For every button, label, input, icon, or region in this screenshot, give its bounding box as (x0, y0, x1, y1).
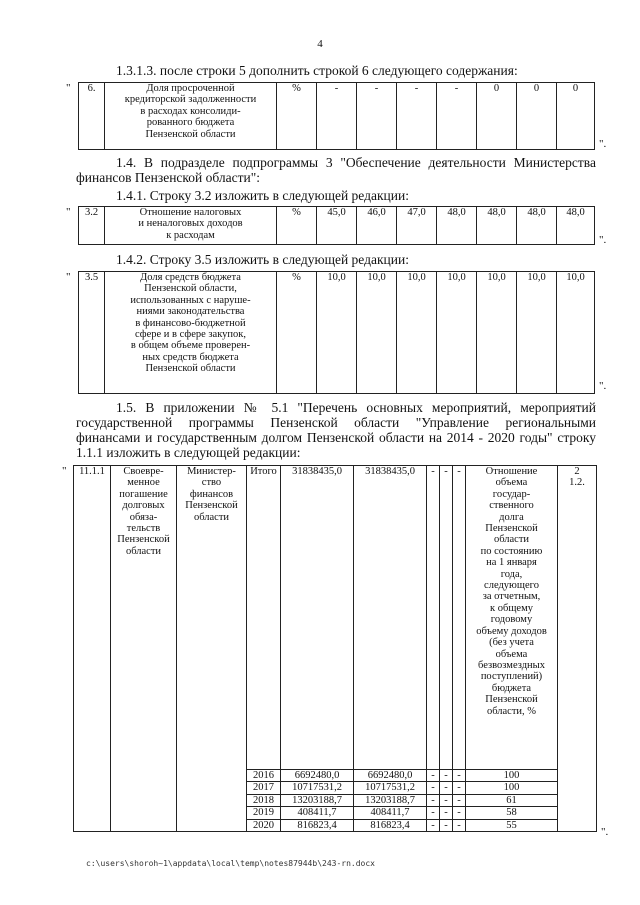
cell-executor: Министер- ство финансов Пензенской области (177, 466, 247, 832)
cell-indicator-value: 58 (466, 807, 558, 819)
cell-value: 0 (477, 83, 517, 150)
cell-year: 2018 (247, 794, 281, 806)
cell-indicator-value: 100 (466, 782, 558, 794)
cell-indicator-value: 100 (466, 770, 558, 782)
cell-num: 6. (79, 83, 105, 150)
cell-value: 10,0 (357, 272, 397, 394)
cell-name: Доля просроченной кредиторской задолженности в расходах консолиди- рованного бюджета Пензенской области (105, 83, 277, 150)
cell-value: - (397, 83, 437, 150)
paragraph-1-4: 1.4. В подразделе подпрограммы 3 "Обеспечение деятельности Министерства финансов Пензенской области": (76, 155, 596, 185)
cell-dash: - (453, 466, 466, 770)
cell-dash: - (427, 794, 440, 806)
cell-dash: - (440, 807, 453, 819)
cell-indicator: Отношение объема государ- ственного долга Пензенской области по состоянию на 1 января года, следующего за отчетным, к общему годовому объему доходов (без учета объема безвозмездных поступлений) бюджета Пензенской области, % (466, 466, 558, 770)
table2-close-quote: ". (599, 234, 607, 246)
cell-indicator-value: 55 (466, 819, 558, 831)
cell-value: 48,0 (477, 207, 517, 245)
table3-open-quote: " (66, 271, 71, 283)
cell-regional: 10717531,2 (354, 782, 427, 794)
cell-dash: - (453, 770, 466, 782)
table-row-11-1-1 (73, 465, 597, 832)
cell-dash: - (427, 819, 440, 831)
table3-close-quote: ". (599, 380, 607, 392)
cell-dash: - (427, 466, 440, 770)
cell-total: 816823,4 (281, 819, 354, 831)
cell-dash: - (453, 782, 466, 794)
cell-total: 31838435,0 (281, 466, 354, 770)
cell-activity-name: Своевре- менное погашение долговых обяза- тельств Пензенской области (111, 466, 177, 832)
cell-period: Итого (247, 466, 281, 770)
cell-value: 10,0 (517, 272, 557, 394)
paragraph-1-4-1: 1.4.1. Строку 3.2 изложить в следующей редакции: (116, 188, 409, 203)
cell-regional: 6692480,0 (354, 770, 427, 782)
cell-year: 2017 (247, 782, 281, 794)
cell-unit: % (277, 207, 317, 245)
cell-total: 408411,7 (281, 807, 354, 819)
cell-total: 13203188,7 (281, 794, 354, 806)
cell-dash: - (427, 807, 440, 819)
cell-link: 2 1.2. (558, 466, 597, 832)
cell-dash: - (427, 782, 440, 794)
table2-open-quote: " (66, 206, 71, 218)
cell-value: 48,0 (517, 207, 557, 245)
cell-regional: 13203188,7 (354, 794, 427, 806)
cell-value: - (357, 83, 397, 150)
cell-value: 10,0 (437, 272, 477, 394)
cell-dash: - (440, 794, 453, 806)
cell-regional: 408411,7 (354, 807, 427, 819)
cell-num: 3.5 (79, 272, 105, 394)
table4-close-quote: ". (601, 826, 609, 838)
cell-value: - (317, 83, 357, 150)
cell-total: 10717531,2 (281, 782, 354, 794)
cell-year: 2020 (247, 819, 281, 831)
paragraph-1-4-2: 1.4.2. Строку 3.5 изложить в следующей редакции: (116, 252, 409, 267)
cell-year: 2019 (247, 807, 281, 819)
cell-value: 47,0 (397, 207, 437, 245)
cell-dash: - (427, 770, 440, 782)
table-row-6 (78, 82, 595, 150)
cell-unit: % (277, 83, 317, 150)
cell-unit: % (277, 272, 317, 394)
cell-dash: - (453, 819, 466, 831)
cell-code: 11.1.1 (74, 466, 111, 832)
cell-value: 10,0 (397, 272, 437, 394)
cell-dash: - (440, 466, 453, 770)
cell-value: 0 (557, 83, 595, 150)
cell-dash: - (453, 794, 466, 806)
cell-dash: - (453, 807, 466, 819)
footer-file-path: c:\users\shoroh~1\appdata\local\temp\notes87944b\243-rn.docx (86, 859, 375, 868)
cell-indicator-value: 61 (466, 794, 558, 806)
cell-value: 10,0 (557, 272, 595, 394)
table-row-3-5 (78, 271, 595, 394)
table4-open-quote: " (62, 465, 67, 477)
table-row-3-2 (78, 206, 595, 245)
cell-value: 0 (517, 83, 557, 150)
cell-value: 48,0 (557, 207, 595, 245)
cell-num: 3.2 (79, 207, 105, 245)
paragraph-1-3-1-3: 1.3.1.3. после строки 5 дополнить строкой 6 следующего содержания: (116, 63, 518, 78)
table1-close-quote: ". (599, 138, 607, 150)
cell-value: 10,0 (317, 272, 357, 394)
page-number: 4 (317, 38, 323, 50)
cell-dash: - (440, 819, 453, 831)
cell-value: 48,0 (437, 207, 477, 245)
table1-open-quote: " (66, 82, 71, 94)
cell-year: 2016 (247, 770, 281, 782)
cell-value: - (437, 83, 477, 150)
cell-value: 10,0 (477, 272, 517, 394)
cell-dash: - (440, 770, 453, 782)
cell-value: 46,0 (357, 207, 397, 245)
cell-value: 45,0 (317, 207, 357, 245)
cell-total: 6692480,0 (281, 770, 354, 782)
cell-dash: - (440, 782, 453, 794)
cell-regional: 816823,4 (354, 819, 427, 831)
cell-name: Доля средств бюджета Пензенской области, использованных с наруше- ниями законодательства в финансово-бюджетной сфере и в сфере закупок, в общем объеме проверен- ных средств бюджета Пензенской области (105, 272, 277, 394)
paragraph-1-5: 1.5. В приложении № 5.1 "Перечень основных мероприятий, мероприятий государственной программы Пензенской области "Управление региональными финансами и государственным долгом Пензенской области на 2014 - 2020 годы" строку 1.1.1 изложить в следующей редакции: (76, 400, 596, 460)
cell-regional: 31838435,0 (354, 466, 427, 770)
cell-name: Отношение налоговых и неналоговых доходов к расходам (105, 207, 277, 245)
